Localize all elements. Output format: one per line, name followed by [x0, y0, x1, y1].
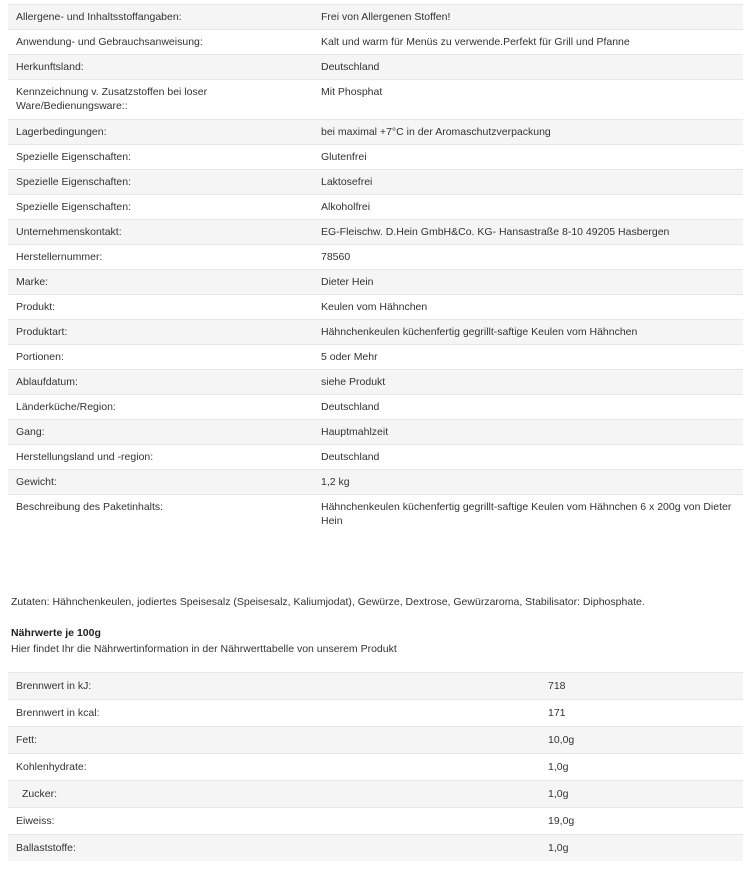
property-value: EG-Fleischw. D.Hein GmbH&Co. KG- Hansastraße 8-10 49205 Hasbergen	[313, 220, 743, 245]
table-row	[8, 320, 743, 345]
property-key: Spezielle Eigenschaften:	[8, 145, 313, 170]
nutrition-table	[8, 672, 743, 861]
property-value: Deutschland	[313, 445, 743, 470]
nutrition-key: Fett:	[8, 727, 540, 754]
property-value: bei maximal +7°C in der Aromaschutzverpackung	[313, 120, 743, 145]
nutrition-value: 1,0g	[540, 754, 743, 781]
property-key: Spezielle Eigenschaften:	[8, 195, 313, 220]
property-key: Spezielle Eigenschaften:	[8, 170, 313, 195]
nutrition-key: Ballaststoffe:	[8, 835, 540, 862]
product-properties-table	[8, 4, 743, 534]
ingredients-text: Zutaten: Hähnchenkeulen, jodiertes Speisesalz (Speisesalz, Kaliumjodat), Gewürze, Dextrose, Gewürzaroma, Stabilisator: Diphosphate.	[11, 596, 645, 608]
nutrition-subtitle: Hier findet Ihr die Nährwertinformation in der Nährwerttabelle von unserem Produkt	[11, 643, 397, 655]
nutrition-value: 10,0g	[540, 727, 743, 754]
table-row	[8, 80, 743, 120]
table-row	[8, 754, 743, 781]
table-row	[8, 170, 743, 195]
table-row	[8, 370, 743, 395]
property-value: Glutenfrei	[313, 145, 743, 170]
property-key: Herkunftsland:	[8, 55, 313, 80]
property-value: 78560	[313, 245, 743, 270]
property-value: Deutschland	[313, 395, 743, 420]
table-row	[8, 270, 743, 295]
nutrition-value: 19,0g	[540, 808, 743, 835]
table-row	[8, 727, 743, 754]
nutrition-key: Brennwert in kcal:	[8, 700, 540, 727]
nutrition-value: 1,0g	[540, 835, 743, 862]
nutrition-key: Eiweiss:	[8, 808, 540, 835]
table-row	[8, 345, 743, 370]
property-value: Alkoholfrei	[313, 195, 743, 220]
property-key: Allergene- und Inhaltsstoffangaben:	[8, 5, 313, 30]
property-key: Beschreibung des Paketinhalts:	[8, 495, 313, 535]
table-row	[8, 220, 743, 245]
nutrition-key: Brennwert in kJ:	[8, 673, 540, 700]
property-value: 5 oder Mehr	[313, 345, 743, 370]
property-key: Gang:	[8, 420, 313, 445]
property-value: Mit Phosphat	[313, 80, 743, 120]
property-value: Hähnchenkeulen küchenfertig gegrillt-saftige Keulen vom Hähnchen	[313, 320, 743, 345]
table-row	[8, 395, 743, 420]
nutrition-key: Kohlenhydrate:	[8, 754, 540, 781]
property-value: Laktosefrei	[313, 170, 743, 195]
property-key: Produkt:	[8, 295, 313, 320]
property-value: Kalt und warm für Menüs zu verwende.Perfekt für Grill und Pfanne	[313, 30, 743, 55]
property-key: Produktart:	[8, 320, 313, 345]
nutrition-title: Nährwerte je 100g	[11, 627, 101, 639]
table-row	[8, 781, 743, 808]
property-key: Herstellungsland und -region:	[8, 445, 313, 470]
table-row	[8, 673, 743, 700]
property-value: Deutschland	[313, 55, 743, 80]
property-value: siehe Produkt	[313, 370, 743, 395]
property-key: Herstellernummer:	[8, 245, 313, 270]
table-row	[8, 55, 743, 80]
nutrition-value: 718	[540, 673, 743, 700]
table-row	[8, 700, 743, 727]
property-value: Keulen vom Hähnchen	[313, 295, 743, 320]
property-key: Lagerbedingungen:	[8, 120, 313, 145]
property-value: 1,2 kg	[313, 470, 743, 495]
property-key: Unternehmenskontakt:	[8, 220, 313, 245]
table-row	[8, 195, 743, 220]
table-row	[8, 5, 743, 30]
property-key: Marke:	[8, 270, 313, 295]
table-row	[8, 445, 743, 470]
nutrition-key: Zucker:	[8, 781, 540, 808]
table-row	[8, 835, 743, 862]
property-value: Hauptmahlzeit	[313, 420, 743, 445]
nutrition-value: 1,0g	[540, 781, 743, 808]
table-row	[8, 470, 743, 495]
table-row	[8, 145, 743, 170]
property-key: Portionen:	[8, 345, 313, 370]
table-row	[8, 245, 743, 270]
table-row	[8, 808, 743, 835]
property-key: Anwendung- und Gebrauchsanweisung:	[8, 30, 313, 55]
table-row	[8, 495, 743, 535]
table-row	[8, 120, 743, 145]
table-row	[8, 420, 743, 445]
property-key: Kennzeichnung v. Zusatzstoffen bei loser Ware/Bedienungsware::	[8, 80, 313, 120]
property-key: Gewicht:	[8, 470, 313, 495]
property-value: Dieter Hein	[313, 270, 743, 295]
property-value: Hähnchenkeulen küchenfertig gegrillt-saftige Keulen vom Hähnchen 6 x 200g von Dieter Hein	[313, 495, 743, 535]
table-row	[8, 295, 743, 320]
nutrition-value: 171	[540, 700, 743, 727]
property-value: Frei von Allergenen Stoffen!	[313, 5, 743, 30]
property-key: Ablaufdatum:	[8, 370, 313, 395]
table-row	[8, 30, 743, 55]
property-key: Länderküche/Region:	[8, 395, 313, 420]
